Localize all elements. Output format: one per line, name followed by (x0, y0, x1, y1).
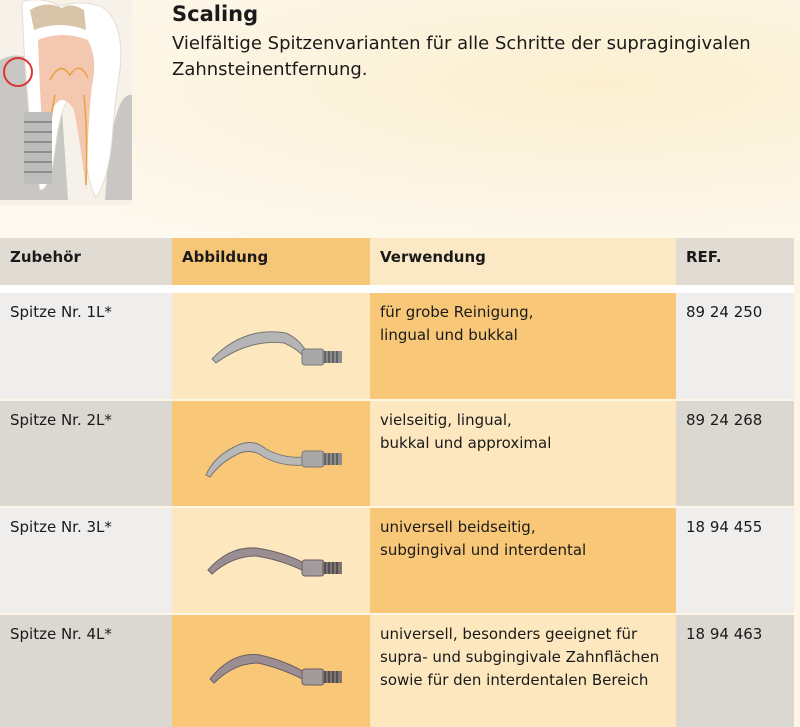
usage-line: lingual und bukkal (380, 326, 518, 344)
header-divider (0, 285, 794, 293)
scaler-tip-icon (194, 311, 354, 381)
tip-image-cell (172, 400, 370, 507)
usage-line: für grobe Reinigung, (380, 303, 534, 321)
tip-usage (370, 293, 676, 400)
tooth-cross-section-icon (0, 0, 132, 205)
column-header-ref: REF. (676, 238, 794, 285)
table-header-row (0, 238, 794, 285)
table-row (0, 293, 794, 400)
tip-ref: 89 24 268 (676, 400, 794, 507)
page-title: Scaling (172, 2, 259, 26)
usage-line: vielseitig, lingual, (380, 411, 512, 429)
tip-image-cell (172, 614, 370, 727)
usage-line: bukkal und approximal (380, 434, 552, 452)
tip-image-cell (172, 293, 370, 400)
tip-usage (370, 400, 676, 507)
subtitle-line: Vielfältige Spitzenvarianten für alle Schritte der supragingivalen (172, 33, 751, 54)
scaler-tip-icon (194, 419, 354, 489)
column-header-verwendung: Verwendung (370, 238, 676, 285)
usage-line: supra- und subgingivale Zahnflächen (380, 648, 660, 666)
tip-name: Spitze Nr. 3L* (0, 507, 172, 614)
tip-ref: 89 24 250 (676, 293, 794, 400)
tip-ref: 18 94 463 (676, 614, 794, 727)
page-subtitle (172, 31, 792, 83)
tip-name: Spitze Nr. 2L* (0, 400, 172, 507)
tip-image-cell (172, 507, 370, 614)
scaler-tip-icon (194, 633, 354, 703)
header (172, 0, 792, 83)
table-row (0, 400, 794, 507)
subtitle-line: Zahnsteinentfernung. (172, 59, 368, 80)
table-row (0, 614, 794, 727)
usage-line: sowie für den interdentalen Bereich (380, 671, 649, 689)
tip-name: Spitze Nr. 4L* (0, 614, 172, 727)
scaler-tip-icon (194, 526, 354, 596)
usage-line: universell beidseitig, (380, 518, 536, 536)
tip-usage (370, 507, 676, 614)
tip-usage (370, 614, 676, 727)
column-header-zubehoer: Zubehör (0, 238, 172, 285)
tip-name: Spitze Nr. 1L* (0, 293, 172, 400)
tip-table (0, 238, 794, 727)
table-row (0, 507, 794, 614)
column-header-abbildung: Abbildung (172, 238, 370, 285)
tip-ref: 18 94 455 (676, 507, 794, 614)
usage-line: universell, besonders geeignet für (380, 625, 638, 643)
usage-line: subgingival und interdental (380, 541, 587, 559)
